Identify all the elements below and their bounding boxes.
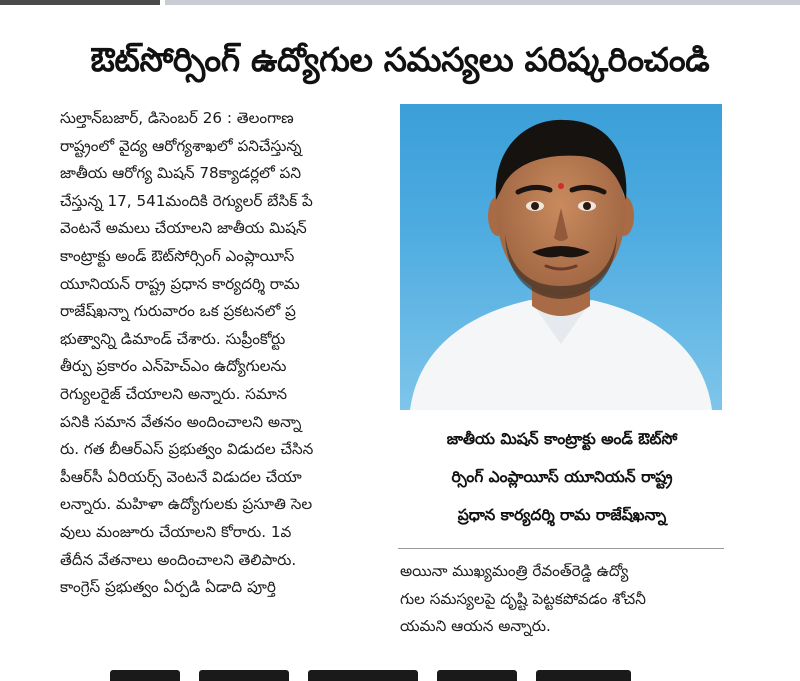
continuation-line: అయినా ముఖ్యమంత్రి రేవంత్‌రెడ్డి ఉద్యో xyxy=(400,562,629,580)
body-line: తీర్పు ప్రకారం ఎన్‌హెచ్‌ఎం ఉద్యోగులను xyxy=(60,357,287,376)
body-line: కాంగ్రెస్ ప్రభుత్వం ఏర్పడి ఏడాది పూర్తి xyxy=(60,578,276,597)
cropped-glyph-block xyxy=(110,670,180,681)
cropped-glyph-block xyxy=(199,670,289,681)
caption-line: ర్సింగ్ ఎంప్లాయీస్ యూనియన్ రాష్ట్ర xyxy=(451,468,673,486)
top-strip-light-segment xyxy=(165,0,800,5)
article-body xyxy=(60,105,378,655)
body-line: యూనియన్ రాష్ట్ర ప్రధాన కార్యదర్శి రామ xyxy=(60,274,300,293)
body-line: తేదీన వేతనాలు అందించాలని తెలిపారు. xyxy=(60,550,297,569)
continuation-line: యమని ఆయన అన్నారు. xyxy=(400,617,551,636)
body-line: లన్నారు. మహిళా ఉద్యోగులకు ప్రసూతి సెల xyxy=(60,495,313,514)
body-line: రు. గత బీఆర్‌ఎస్ ప్రభుత్వం విడుదల చేసిన xyxy=(60,440,314,459)
continuation-line: గుల సమస్యలపై దృష్టి పెట్టకపోవడం శోచనీ xyxy=(400,589,646,608)
body-line: సుల్తాన్‌బజార్, డిసెంబర్ 26 : తెలంగాణ xyxy=(60,109,294,127)
body-line: రాష్ట్రంలో వైద్య ఆరోగ్యశాఖలో పనిచేస్తున్న xyxy=(60,136,302,155)
portrait-illustration xyxy=(400,104,722,410)
portrait-photo xyxy=(400,104,722,410)
caption-line: ప్రధాన కార్యదర్శి రామ రాజేష్‌ఖన్నా xyxy=(457,506,667,524)
cropped-glyph-block xyxy=(308,670,418,681)
body-line: పనికి సమాన వేతనం అందించాలని అన్నా xyxy=(60,412,302,431)
body-line: కాంట్రాక్టు అండ్ ఔట్‌సోర్సింగ్ ఎంప్లాయీస్ xyxy=(60,246,295,265)
photo-caption xyxy=(396,420,728,545)
body-line: వెంటనే అమలు చేయాలని జాతీయ మిషన్ xyxy=(60,219,307,238)
body-line: భుత్వాన్ని డిమాండ్ చేశారు. సుప్రీంకోర్టు xyxy=(60,329,286,348)
body-line: జాతీయ ఆరోగ్య మిషన్ 78క్యాడర్లలో పని xyxy=(60,164,301,183)
cropped-glyph-block xyxy=(536,670,631,681)
body-line: వులు మంజూరు చేయాలని కోరారు. 1వ xyxy=(60,522,292,541)
top-strip-dark-segment xyxy=(0,0,160,5)
article-continuation xyxy=(400,558,722,648)
caption-divider xyxy=(398,548,724,549)
page-top-strip xyxy=(0,0,800,8)
body-line: రెగ్యులరైజ్ చేయాలని అన్నారు. సమాన xyxy=(60,384,288,403)
body-line: రాజేష్‌ఖన్నా గురువారం ఒక ప్రకటనలో ప్ర xyxy=(60,302,296,321)
caption-line: జాతీయ మిషన్ కాంట్రాక్టు అండ్ ఔట్‌సో xyxy=(446,430,678,448)
cropped-glyph-block xyxy=(437,670,517,681)
next-headline-cropped xyxy=(110,668,650,681)
body-line: పీఆర్‌సీ ఏరియర్స్ వెంటనే విడుదల చేయా xyxy=(60,467,302,486)
article-headline: ఔట్‌సోర్సింగ్ ఉద్యోగుల సమస్యలు పరిష్కరించండి xyxy=(90,40,710,79)
body-line: చేస్తున్న 17, 541మందికి రెగ్యులర్ బేసిక్ పే xyxy=(60,191,313,210)
